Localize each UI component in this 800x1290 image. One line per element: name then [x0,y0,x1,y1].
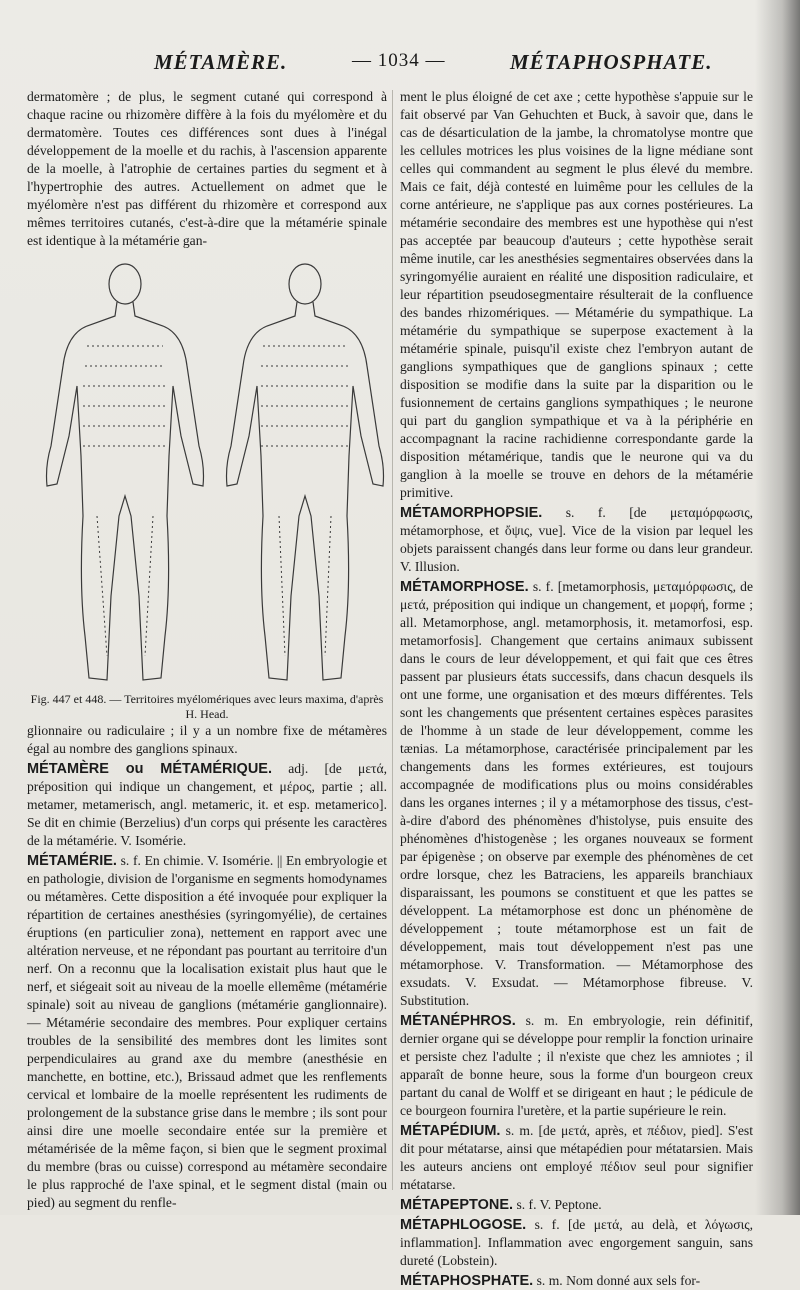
entry-text: s. f. [de μετά, au delà, et λόγωσις, inflammation]. Inflammation avec engorgement sanguin, sans dureté (Lobstein). [400,1217,754,1268]
entry-metapedium [400,1122,753,1194]
entry-term: MÉTAMORPHOSE. [400,579,529,595]
left-intro-paragraph: dermatomère ; de plus, le segment cutané qui correspond à chaque racine ou rhizomère diffère à la fois du myélomère et du dermatomère. Toutes ces différences sont dues à l'inégal développement de la moelle et du rachis, à l'ascension apparente de la moelle, à l'atrophie de certaines parties du segment et à l'hypertrophie des autres. Actuellement on admet que le myélomère n'est pas différent du rhizomère et correspond aux mêmes territoires cutanés, c'est-à-dire que la métamérie spinale est identique à la métamérie gan- [27,89,387,248]
entry-metaphlogose [400,1216,753,1270]
entry-text: s. m. En embryologie, rein définitif, dernier organe qui se développe pour remplir la fonction urinaire et persiste chez l'adulte ; il n'existe que chez les amniotes ; il apparaît de bonne heure, sous la forme d'un bourgeon creux partant du canal de Wolff et se dirigeant en haut ; le pédicule de ce bourgeon fournira l'uretère, et la partie supérieure le rein. [400,1013,753,1118]
left-after-figure: glionnaire ou radiculaire ; il y a un nombre fixe de métamères égal au nombre des ganglions spinaux. [27,723,387,756]
entry-text: s. f. En chimie. V. Isomérie. || En embryologie et en pathologie, division de l'organisme en segments homodynames ou métamères. Cette disposition a été invoquée pour expliquer la répartition de certaines anesthésies (syringomyélie), de certaines éruptions (en particulier zona), nettement en rapport avec une altération nerveuse, et ne répondant pas pourtant au territoire d'un nerf. On a reconnu que la localisation existait plus haut que le nerf, et siégeait soit au niveau de la moelle ellemême (métamérie spinale) soit au niveau de ganglions (métamérie ganglionnaire). — Métamérie secondaire des membres. Pour expliquer certains troubles de la sensibilité des membres dont les limites sont perpendiculaires au grand axe du membre (anesthésie en manchette, en bottine, etc.), Brissaud admet que les renflements cervical et lombaire de la moelle représentent les rudiments de prolongement de la substance grise dans le membre ; ils sont pour ainsi dire une moelle secondaire entée sur la première et métamérisée de la même façon, si bien que le segment proximal du membre (bras ou cuisse) correspond au métamère secondaire le plus rapproché de l'axe spinal, et le segment distal (main ou pied) au segment du renfle- [27,853,387,1210]
entry-text: adj. [de μετά, préposition qui indique un changement, et μέρος, partie ; all. metamer, metamerisch, angl. metameric, it. et esp. metamerico]. Se dit en chimie (Berzelius) d'un corps qui présente les caractères de la métamérie. V. Isomérie. [27,761,388,848]
entry-text: s. m. Nom donné aux sels for- [536,1273,701,1288]
back-view-figure [47,264,204,680]
body-outline-figures [27,256,387,688]
entry-text: s. m. [de μετά, après, et πέδιον, pied]. S'est dit pour métatarse, ainsi que métapédien pour métatarsien. Mais les auteurs anciens ont employé πέδιον seul pour signifier métatarse. [400,1123,753,1192]
entry-term: MÉTAPHOSPHATE. [400,1273,534,1289]
entry-term: MÉTAMÉRIE. [27,853,117,869]
header-left-term: MÉTAMÈRE. [154,50,288,74]
left-column [27,88,388,1210]
figure-anatomy [27,256,387,688]
entry-metapeptone [400,1196,753,1214]
right-column [400,88,754,1289]
entry-term: MÉTANÉPHROS. [400,1013,516,1029]
entry-term: MÉTAMORPHOPSIE. [400,505,543,521]
page-number: — 1034 — [352,50,446,71]
front-view-figure [227,264,384,680]
entry-metaphosphate [400,1272,753,1290]
entry-text: s. f. [metamorphosis, μεταμόρφωσις, de μετά, préposition qui indique un changement, et μορφή, forme ; all. Metamorphose, angl. metamorphosis, it. metamorfosi, esp. metamorfosis]. Changement que certains animaux subissent dans le cours de leur développement, et qui fait que ces êtres passent par plusieurs états successifs, dans chacun desquels ils ont une forme, une organisation et des mœurs différentes. Tels sont les changements que présentent certaines espèces parasites de l'homme à un stade de leur développement, comme les tænias. La métamorphose, caractérisée principalement par les changements dans les formes extérieures, est toujours accompagnée de modifications plus ou moins considérables dans les organes internes ; il y a métamorphose des tissus, c'est-à-dire d'abord des phénomènes d'histolyse, puis ensuite des phénomènes d'histogenèse ; les organes nouveaux se forment par épigenèse ; on observe par exemple des phénomènes de cet ordre lorsque, chez les Batraciens, les appareils branchiaux disparaissant, les poumons se constituent et que les pattes se développent. La métamorphose est donc un phénomène de développement ; toute métamorphose est un fait de développement, mais tout développement n'est pas une métamorphose. V. Transformation. — Métamorphose des exsudats. V. Exsudat. — Métamorphose fibreuse. V. Substitution. [400,579,753,1008]
entry-metamere [27,760,387,850]
running-header [0,46,800,76]
entry-term: MÉTAPEPTONE. [400,1197,514,1213]
header-right-term: MÉTAPHOSPHATE. [510,50,713,74]
figure-caption: Fig. 447 et 448. — Territoires myélomériques avec leurs maxima, d'après H. Head. [30,692,384,721]
column-divider [392,90,393,1190]
page-edge-shadow [755,0,800,1215]
right-intro-paragraph: ment le plus éloigné de cet axe ; cette hypothèse s'appuie sur le fait observé par Van Gehuchten et Buck, à savoir que, dans le cas de désarticulation de la jambe, la chromatolyse montre que les cellules motrices les plus voisines de la ligne médiane sont celles qui commandent au segment le plus élevé du membre. Mais ce fait, déjà contesté en luimême pour les cellules de la corne antérieure, ne s'applique pas aux cornes postérieures. La métamérie secondaire des membres est une hypothèse qui n'est pas acceptée par beaucoup d'auteurs ; cette hypothèse serait même inutile, car les anesthésies segmentaires observées dans la syringomyélie auraient en réalité une disposition radiculaire, et leur répartition pseudosegmentaire résulterait de la confluence des bandes rhizomériques. — Métamérie du sympathique. La métamérie du sympathique se superpose exactement à la métamérie spinale, puisqu'il existe chez l'embryon autant de ganglions sympathiques que de ganglions spinaux ; cette disposition se modifie dans la suite par la disparition ou le fusionnement de certains ganglions sympathiques ; le neurone qui part du ganglion sympathique et va à la périphérie en accompagnant la racine rachidienne correspondante garde la disposition métamérique, tandis que le neurone qui va du ganglion à la moelle se trouve en dehors de la métamérie primitive. [400,89,753,500]
entry-text: s. f. [de μεταμόρφωσις, métamorphose, et ὄψις, vue]. Vice de la vision par lequel les objets paraissent changés dans leur forme ou dans leur grandeur. V. Illusion. [400,505,753,574]
entry-term: MÉTAPÉDIUM. [400,1123,501,1139]
entry-metamorphopsie [400,504,753,576]
entry-metamorphose [400,578,753,1010]
entry-term: MÉTAPHLOGOSE. [400,1217,527,1233]
entry-metanephros [400,1012,753,1120]
entry-metamerie [27,852,387,1212]
entry-term: MÉTAMÈRE ou MÉTAMÉRIQUE. [27,761,273,777]
entry-text: s. f. V. Peptone. [516,1197,602,1212]
